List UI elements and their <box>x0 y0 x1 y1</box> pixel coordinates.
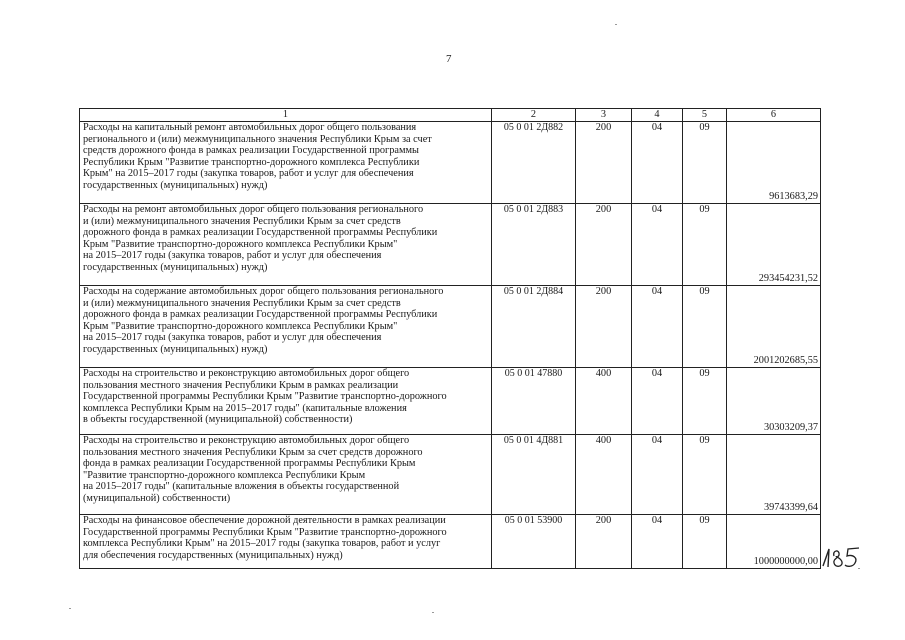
description-line: Расходы на ремонт автомобильных дорог общего пользования регионального <box>83 204 424 215</box>
header-col-5: 5 <box>683 109 727 122</box>
budget-classification-code: 05 0 01 2Д883 <box>492 204 576 286</box>
amount-cell: 1000000000,00 <box>727 515 821 569</box>
description-line: Расходы на содержание автомобильных дорог общего пользования регионального <box>83 286 444 297</box>
description-line: пользования местного значения Республики Крым за счет средств дорожного <box>83 446 423 458</box>
expense-type-code: 200 <box>576 122 632 204</box>
description-line: Расходы на строительство и реконструкцию автомобильных дорог общего <box>83 368 410 379</box>
header-row <box>80 109 821 122</box>
description-line: пользования местного значения Республики Крым в рамках реализации <box>83 379 399 391</box>
description-line: регионального и (или) межмуниципального значения Республики Крым за счет <box>83 133 432 145</box>
expense-type-code: 200 <box>576 286 632 368</box>
handwritten-page-number-signature <box>820 544 862 570</box>
description-line: Республики Крым "Развитие транспортно-дорожного комплекса Республики <box>83 156 420 168</box>
description-line: на 2015–2017 годы (закупка товаров, работ и услуг для обеспечения <box>83 250 382 262</box>
header-col-1: 1 <box>80 109 492 122</box>
budget-classification-code: 05 0 01 4Д881 <box>492 435 576 515</box>
amount-cell: 9613683,29 <box>727 122 821 204</box>
subsection-code: 09 <box>683 368 727 435</box>
page-number: 7 <box>446 53 452 65</box>
description-line: дорожного фонда в рамках реализации Государственной программы Республики <box>83 309 438 321</box>
budget-classification-code: 05 0 01 53900 <box>492 515 576 569</box>
expense-type-code: 400 <box>576 435 632 515</box>
description-line: на 2015–2017 годы" (капитальные вложения в объекты государственной <box>83 481 400 493</box>
subsection-code: 09 <box>683 515 727 569</box>
subsection-code: 09 <box>683 204 727 286</box>
table-row <box>80 368 821 435</box>
expense-type-code: 400 <box>576 368 632 435</box>
amount-cell: 293454231,52 <box>727 204 821 286</box>
expense-type-code: 200 <box>576 515 632 569</box>
section-code: 04 <box>632 204 683 286</box>
description-line: комплекса Республики Крым на 2015–2017 годы" (капитальные вложения <box>83 402 407 414</box>
description-line: Расходы на строительство и реконструкцию автомобильных дорог общего <box>83 435 410 446</box>
description-line: и (или) межмуниципального значения Республики Крым за счет средств <box>83 215 401 227</box>
description-line: Расходы на капитальный ремонт автомобильных дорог общего пользования <box>83 122 417 133</box>
description-line: Государственной программы Республики Крым "Развитие транспортно-дорожного <box>83 526 447 538</box>
expense-description <box>80 204 492 286</box>
expense-description <box>80 122 492 204</box>
table-row <box>80 204 821 286</box>
description-line: государственных (муниципальных) нужд) <box>83 261 268 273</box>
description-line: на 2015–2017 годы (закупка товаров, работ и услуг для обеспечения <box>83 332 382 344</box>
description-line: Крым "Развитие транспортно-дорожного комплекса Республики Крым" <box>83 238 398 250</box>
section-code: 04 <box>632 435 683 515</box>
subsection-code: 09 <box>683 435 727 515</box>
description-line: для обеспечения государственных (муниципальных) нужд) <box>83 549 343 561</box>
budget-classification-code: 05 0 01 2Д884 <box>492 286 576 368</box>
amount-cell: 30303209,37 <box>727 368 821 435</box>
description-line: и (или) межмуниципального значения Республики Крым за счет средств <box>83 297 401 309</box>
expense-description <box>80 435 492 515</box>
budget-classification-code: 05 0 01 2Д882 <box>492 122 576 204</box>
budget-table <box>79 108 821 569</box>
description-line: в объекты государственной (муниципальной) собственности) <box>83 414 353 426</box>
header-col-2: 2 <box>492 109 576 122</box>
description-line: государственных (муниципальных) нужд) <box>83 343 268 355</box>
description-line: Расходы на финансовое обеспечение дорожной деятельности в рамках реализации <box>83 515 446 526</box>
expense-description <box>80 515 492 569</box>
amount-cell: 39743399,64 <box>727 435 821 515</box>
amount-cell: 2001202685,55 <box>727 286 821 368</box>
description-line: средств дорожного фонда в рамках реализации Государственной программы <box>83 145 419 157</box>
subsection-code: 09 <box>683 122 727 204</box>
section-code: 04 <box>632 122 683 204</box>
budget-classification-code: 05 0 01 47880 <box>492 368 576 435</box>
header-col-3: 3 <box>576 109 632 122</box>
expense-type-code: 200 <box>576 204 632 286</box>
description-line: "Развитие транспортно-дорожного комплекса Республики Крым <box>83 469 366 481</box>
table-row <box>80 435 821 515</box>
description-line: Крым "Развитие транспортно-дорожного комплекса Республики Крым" <box>83 320 398 332</box>
description-line: государственных (муниципальных) нужд) <box>83 179 268 191</box>
description-line: (муниципальной) собственности) <box>83 492 231 504</box>
header-col-6: 6 <box>727 109 821 122</box>
description-line: дорожного фонда в рамках реализации Государственной программы Республики <box>83 227 438 239</box>
expense-description <box>80 286 492 368</box>
table-row <box>80 286 821 368</box>
description-line: Крым" на 2015–2017 годы (закупка товаров, работ и услуг для обеспечения <box>83 168 414 180</box>
section-code: 04 <box>632 368 683 435</box>
subsection-code: 09 <box>683 286 727 368</box>
table-row <box>80 122 821 204</box>
table-row <box>80 515 821 569</box>
section-code: 04 <box>632 286 683 368</box>
expense-description <box>80 368 492 435</box>
section-code: 04 <box>632 515 683 569</box>
description-line: комплекса Республики Крым" на 2015–2017 годы (закупка товаров, работ и услуг <box>83 538 441 550</box>
description-line: Государственной программы Республики Крым "Развитие транспортно-дорожного <box>83 391 447 403</box>
description-line: фонда в рамках реализации Государственной программы Республики Крым <box>83 458 416 470</box>
header-col-4: 4 <box>632 109 683 122</box>
